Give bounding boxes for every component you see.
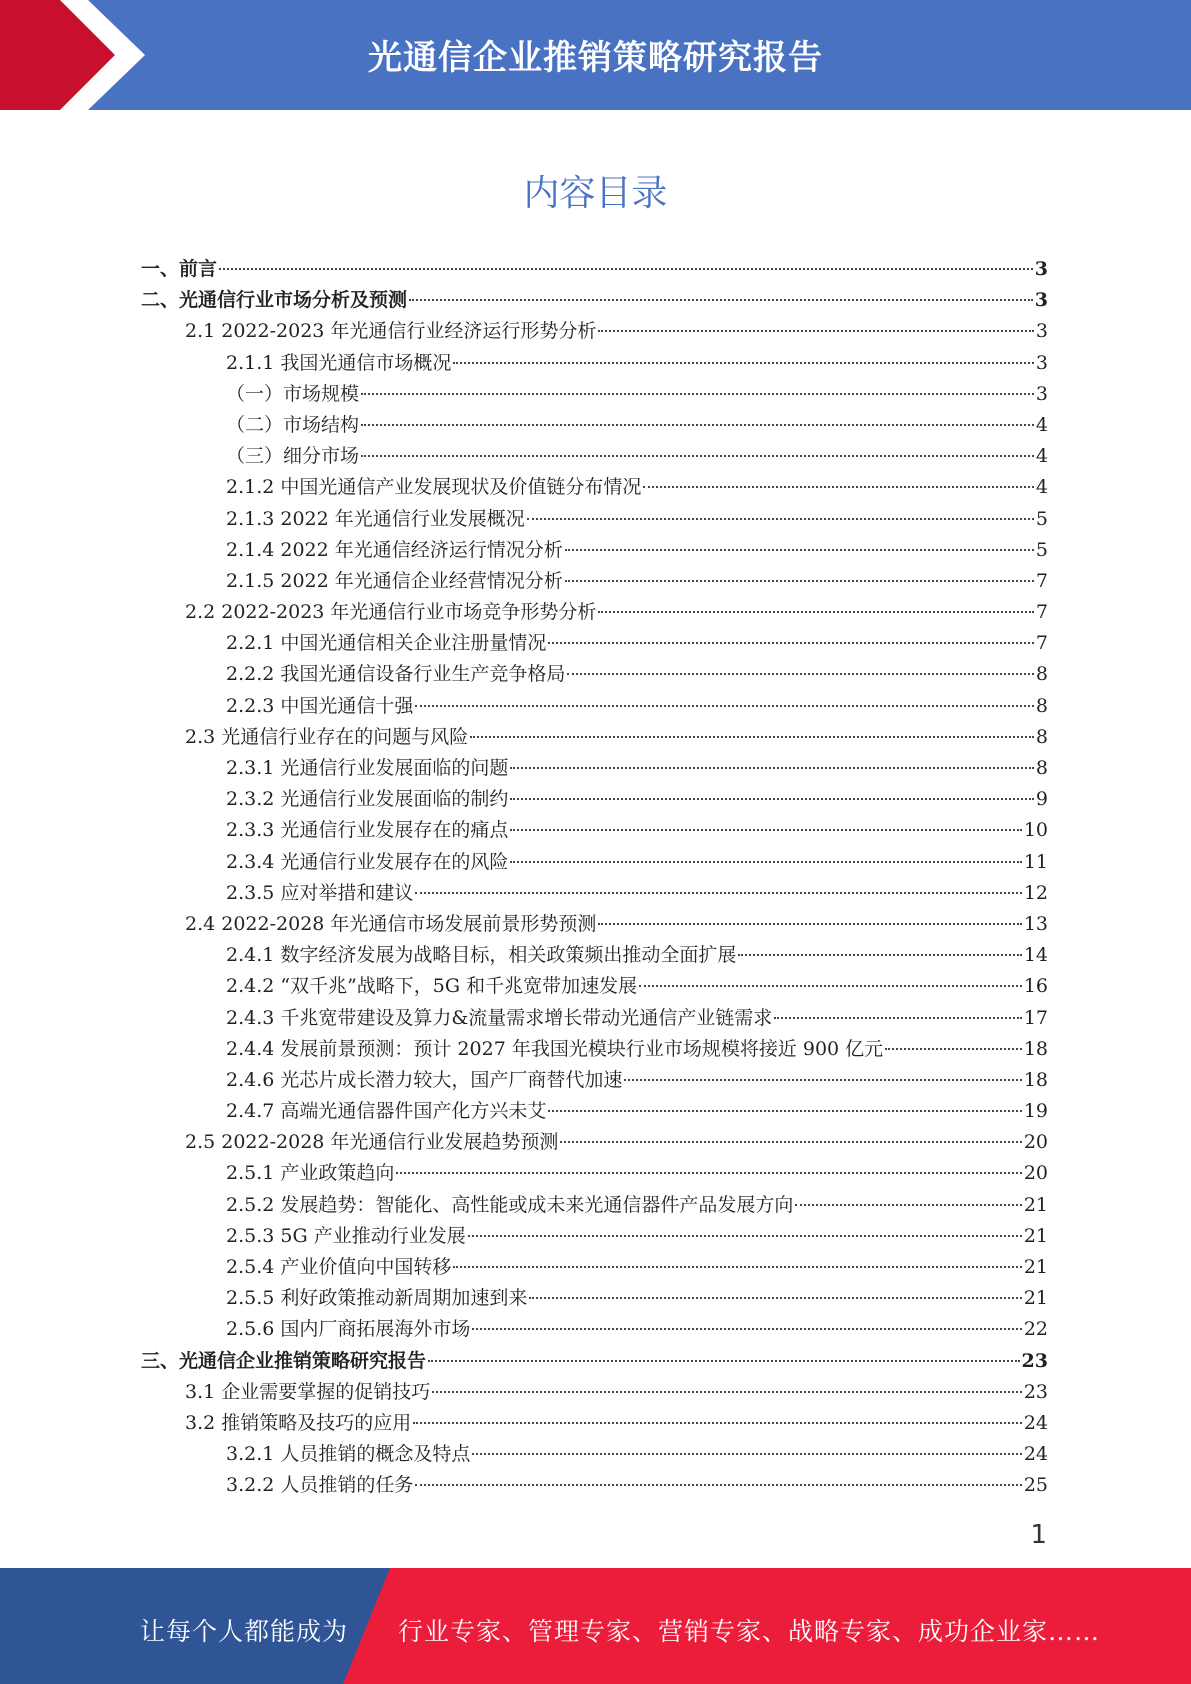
toc-leader-dots [598, 311, 1033, 332]
toc-leader-dots [472, 1434, 1021, 1455]
toc-entry-title: 2.1.1 我国光通信市场概况 [226, 351, 452, 374]
toc-entry-title: 2.3.3 光通信行业发展存在的痛点 [226, 819, 509, 842]
toc-entry-page: 8 [1035, 725, 1048, 748]
toc-entry[interactable] [141, 1470, 1048, 1501]
toc-entry-title: 2.2 2022-2023 年光通信行业市场竞争形势分析 [185, 601, 597, 624]
toc-entry-page: 17 [1023, 1006, 1048, 1029]
toc-leader-dots [510, 842, 1021, 863]
toc-entry-title: 3.2.2 人员推销的任务 [226, 1474, 414, 1497]
toc-entry-page: 16 [1023, 975, 1048, 998]
toc-leader-dots [598, 904, 1021, 925]
toc-entry-page: 3 [1035, 320, 1048, 343]
toc-entry-title: 2.4.1 数字经济发展为战略目标，相关政策频出推动全面扩展 [226, 944, 737, 967]
toc-leader-dots [415, 1465, 1021, 1486]
toc-entry-title: 2.5.6 国内厂商拓展海外市场 [226, 1318, 471, 1341]
toc-entry-page: 10 [1023, 819, 1048, 842]
page-footer [0, 1568, 1191, 1684]
toc-leader-dots [529, 1278, 1021, 1299]
toc-leader-dots [453, 1247, 1021, 1268]
toc-leader-dots [432, 1372, 1022, 1393]
toc-entry-page: 9 [1035, 788, 1048, 811]
toc-leader-dots [738, 935, 1021, 956]
toc-leader-dots [639, 966, 1022, 987]
toc-entry-page: 21 [1023, 1256, 1048, 1278]
toc-entry-page: 21 [1023, 1287, 1048, 1310]
toc-leader-dots [598, 592, 1033, 613]
toc-entry-title: 2.1 2022-2023 年光通信行业经济运行形势分析 [185, 320, 597, 343]
toc-leader-dots [361, 405, 1034, 426]
toc-entry-title: （一）市场规模 [226, 382, 360, 405]
toc-leader-dots [415, 873, 1021, 894]
toc-entry-title: 2.1.2 中国光通信产业发展现状及价值链分布情况 [226, 476, 642, 499]
toc-entry-page: 7 [1035, 569, 1048, 592]
toc-entry-title: 3.2 推销策略及技巧的应用 [185, 1411, 412, 1434]
toc-entry-title: 2.2.2 我国光通信设备行业生产竞争格局 [226, 663, 566, 686]
toc-entry-page: 22 [1023, 1318, 1048, 1341]
toc-leader-dots [470, 717, 1034, 738]
toc-entry-page: 25 [1023, 1474, 1048, 1497]
toc-leader-dots [548, 623, 1034, 644]
toc-heading: 内容目录 [523, 173, 668, 214]
toc-entry-title: 2.5.2 发展趋势：智能化、高性能或成未来光通信器件产品发展方向 [226, 1193, 794, 1216]
toc-leader-dots [415, 686, 1034, 707]
toc-leader-dots [624, 1060, 1021, 1081]
toc-entry-page: 21 [1023, 1193, 1048, 1216]
toc-leader-dots [643, 467, 1034, 488]
toc-leader-dots [361, 374, 1034, 395]
toc-leader-dots [885, 1029, 1022, 1050]
toc-entry-page: 8 [1035, 757, 1048, 779]
toc-entry-page: 8 [1035, 694, 1048, 717]
toc-entry-title: （三）细分市场 [226, 445, 360, 468]
toc-entry-title: 2.3.1 光通信行业发展面临的问题 [226, 757, 509, 779]
toc-leader-dots [413, 1403, 1022, 1424]
toc-leader-dots [795, 1185, 1021, 1206]
toc-entry-title: 2.1.5 2022 年光通信企业经营情况分析 [226, 569, 563, 592]
toc-entry-page: 3 [1035, 382, 1048, 405]
toc-entry-page: 23 [1023, 1380, 1048, 1403]
toc-entry-title: 2.1.3 2022 年光通信行业发展概况 [226, 507, 525, 530]
toc-entry-title: 2.4.6 光芯片成长潜力较大，国产厂商替代加速 [226, 1068, 623, 1091]
toc-entry-title: 2.4.4 发展前景预测：预计 2027 年我国光模块行业市场规模将接近 900 亿元 [226, 1037, 884, 1060]
toc-entry-page: 3 [1035, 351, 1048, 374]
toc-leader-dots [548, 1091, 1021, 1112]
toc-leader-dots [567, 654, 1034, 675]
toc-entry-page: 7 [1035, 632, 1048, 655]
toc-entry-title: 三、光通信企业推销策略研究报告 [141, 1349, 427, 1372]
toc-entry-page: 14 [1023, 944, 1048, 967]
toc-entry-title: 2.3.2 光通信行业发展面临的制约 [226, 788, 509, 811]
toc-entry-title: 2.3.5 应对举措和建议 [226, 881, 414, 904]
toc-entry-page: 11 [1023, 850, 1048, 873]
toc-entry-title: 3.2.1 人员推销的概念及特点 [226, 1443, 471, 1466]
toc-entry-page: 13 [1023, 912, 1048, 935]
toc-entry-title: 2.4.3 千兆宽带建设及算力&流量需求增长带动光通信产业链需求 [226, 1006, 773, 1029]
toc-entry-page: 24 [1023, 1411, 1048, 1434]
toc-entry-page: 4 [1035, 445, 1048, 468]
toc-entry-page: 20 [1023, 1131, 1048, 1154]
header-title: 光通信企业推销策略研究报告 [368, 38, 823, 78]
toc-entry-title: 2.4.2 “双千兆”战略下，5G 和千兆宽带加速发展 [226, 975, 638, 998]
toc-entry-title: 2.5.1 产业政策趋向 [226, 1162, 395, 1185]
page-number: 1 [1030, 1520, 1047, 1550]
toc-leader-dots [560, 1122, 1021, 1143]
toc-entry-page: 24 [1023, 1443, 1048, 1466]
toc-leader-dots [428, 1341, 1020, 1362]
toc-entry-title: 2.4.7 高端光通信器件国产化方兴未艾 [226, 1100, 547, 1123]
toc-entry-page: 5 [1035, 507, 1048, 530]
toc-entry-title: 2.3 光通信行业存在的问题与风险 [185, 725, 469, 748]
toc-leader-dots [219, 249, 1033, 270]
footer-slogan-right: 行业专家、管理专家、营销专家、战略专家、成功企业家…… [398, 1617, 1101, 1646]
toc-entry-page: 19 [1023, 1100, 1048, 1123]
toc-leader-dots [774, 998, 1022, 1019]
toc-leader-dots [472, 1309, 1021, 1330]
toc-entry-page: 18 [1023, 1068, 1048, 1091]
toc-entry-title: 2.5.3 5G 产业推动行业发展 [226, 1224, 466, 1247]
toc-leader-dots [565, 561, 1034, 582]
toc-entry-title: 2.1.4 2022 年光通信经济运行情况分析 [226, 538, 563, 561]
toc-entry-title: 2.2.1 中国光通信相关企业注册量情况 [226, 632, 547, 655]
page-header [0, 0, 1191, 110]
toc-leader-dots [510, 810, 1021, 831]
toc-entry-page: 18 [1023, 1037, 1048, 1060]
toc-leader-dots [510, 779, 1034, 800]
toc-entry-page: 4 [1035, 413, 1048, 436]
toc-entry-title: 3.1 企业需要掌握的促销技巧 [185, 1380, 431, 1403]
toc-entry-page: 3 [1034, 258, 1048, 280]
toc-entry-title: 二、光通信行业市场分析及预测 [141, 289, 408, 312]
toc-entry-page: 3 [1034, 289, 1048, 312]
table-of-contents [141, 254, 1048, 1502]
toc-entry-title: 2.2.3 中国光通信十强 [226, 694, 414, 717]
toc-entry-page: 21 [1023, 1224, 1048, 1247]
toc-entry-title: 2.5.4 产业价值向中国转移 [226, 1256, 452, 1278]
toc-leader-dots [361, 436, 1034, 457]
toc-entry-title: 2.3.4 光通信行业发展存在的风险 [226, 850, 509, 873]
footer-slogan-left: 让每个人都能成为 [140, 1617, 349, 1646]
toc-entry-page: 4 [1035, 476, 1048, 499]
toc-entry-title: （二）市场结构 [226, 413, 360, 436]
toc-leader-dots [510, 748, 1034, 769]
toc-entry-page: 20 [1023, 1162, 1048, 1185]
toc-entry-title: 2.5 2022-2028 年光通信行业发展趋势预测 [185, 1131, 559, 1154]
toc-leader-dots [468, 1216, 1022, 1237]
toc-leader-dots [565, 530, 1034, 551]
toc-entry-title: 一、前言 [141, 258, 218, 280]
toc-entry-page: 8 [1035, 663, 1048, 686]
toc-leader-dots [409, 280, 1033, 301]
toc-entry-page: 7 [1035, 601, 1048, 624]
toc-entry-page: 23 [1021, 1349, 1048, 1372]
toc-entry-page: 12 [1023, 881, 1048, 904]
toc-entry-page: 5 [1035, 538, 1048, 561]
toc-leader-dots [527, 499, 1034, 520]
toc-entry-title: 2.5.5 利好政策推动新周期加速到来 [226, 1287, 528, 1310]
toc-entry-title: 2.4 2022-2028 年光通信市场发展前景形势预测 [185, 912, 597, 935]
toc-leader-dots [453, 343, 1034, 364]
toc-leader-dots [396, 1153, 1021, 1174]
